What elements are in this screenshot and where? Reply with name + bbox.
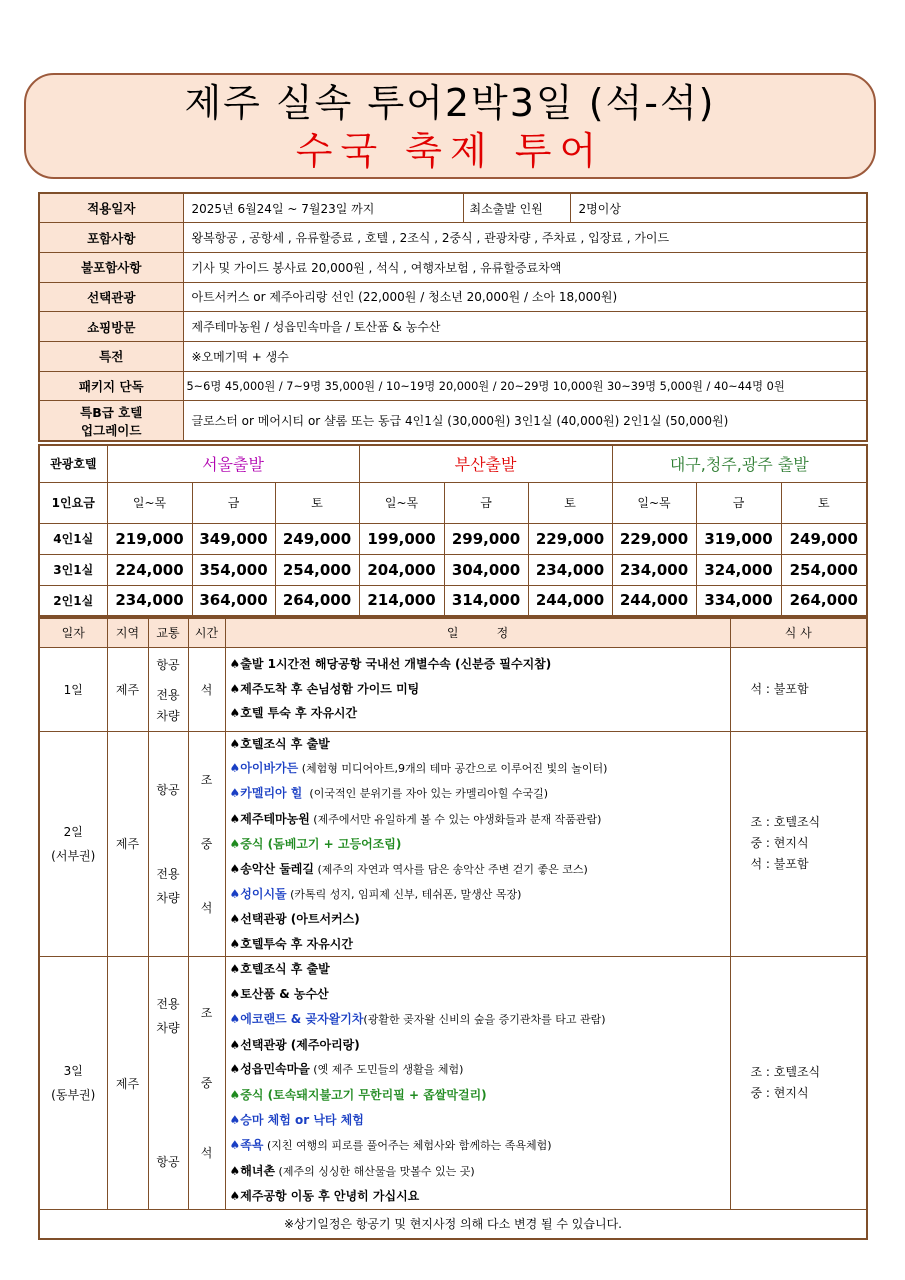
day2-day-label: 2일 [63, 824, 83, 839]
special-value: ※오메기떡 + 생수 [183, 341, 867, 371]
header-itinerary: 일 정 [225, 618, 730, 647]
day-header: 토 [781, 482, 867, 523]
exclude-value: 기사 및 가이드 봉사료 20,000원 , 석식 , 여행자보험 , 유류할증료차액 [183, 252, 867, 282]
day-header: 금 [696, 482, 781, 523]
include-label: 포함사항 [39, 223, 183, 253]
price-cell: 354,000 [192, 554, 275, 585]
price-cell: 234,000 [528, 554, 612, 585]
price-cell: 229,000 [528, 523, 612, 554]
itinerary-item: ♠제주테마농원 (제주에서만 유일하게 볼 수 있는 야생화들과 분재 작품관람) [229, 811, 602, 826]
room-type-label: 4인1실 [39, 523, 107, 554]
price-cell: 264,000 [781, 585, 867, 616]
info-table [38, 192, 868, 442]
itinerary-item: ♠족욕 (지친 여행의 피로를 풀어주는 체험사와 함께하는 족욕체험) [229, 1137, 552, 1152]
min-people-label: 최소출발 인원 [463, 193, 570, 223]
day2-region: 제주 [107, 731, 148, 957]
price-cell: 364,000 [192, 585, 275, 616]
price-cell: 299,000 [444, 523, 528, 554]
day2-meal [730, 731, 867, 957]
header-meal: 식 사 [730, 618, 867, 647]
apply-date-value: 2025년 6월24일 ~ 7월23일 까지 [183, 193, 463, 223]
price-cell: 264,000 [275, 585, 359, 616]
itinerary-item: ♠출발 1시간전 해당공항 국내선 개별수속 (신분증 필수지참) [229, 657, 552, 672]
price-cell: 199,000 [359, 523, 444, 554]
shopping-value: 제주테마농원 / 성읍민속마을 / 토산품 & 농수산 [183, 312, 867, 342]
day3-day-label: 3일 [63, 1064, 83, 1079]
itinerary-item: ♠해녀촌 (제주의 싱싱한 해산물을 맛볼수 있는 곳) [229, 1163, 475, 1178]
per-person-label: 1인요금 [39, 482, 107, 523]
hotel-label: 관광호텔 [39, 445, 107, 482]
price-cell: 244,000 [612, 585, 696, 616]
header-time: 시간 [188, 618, 225, 647]
day-header: 일~목 [612, 482, 696, 523]
header-transport: 교통 [148, 618, 188, 647]
optional-tour-value: 아트서커스 or 제주아리랑 선인 (22,000원 / 청소년 20,000원 / 소아 18,000원) [183, 282, 867, 312]
day3-items [225, 957, 730, 1210]
title-banner [24, 73, 876, 179]
price-cell: 349,000 [192, 523, 275, 554]
min-people-value: 2명이상 [570, 193, 867, 223]
itinerary-item: ♠카멜리아 힐 (이국적인 분위기를 자아 있는 카멜리아힐 수국길) [229, 786, 548, 801]
transport-text: 차량 [156, 709, 180, 723]
price-table [38, 444, 868, 617]
itinerary-item: ♠성읍민속마을 (옛 제주 도민들의 생활을 체험) [229, 1062, 464, 1077]
day1-region: 제주 [107, 647, 148, 731]
day3-meal [730, 957, 867, 1210]
transport-text: 전용 [156, 997, 180, 1012]
time-text: 중 [200, 836, 213, 851]
itinerary-item: ♠성이시돌 (카톡릭 성지, 임피제 신부, 테쉬폰, 말생산 목장) [229, 886, 522, 901]
day-header: 토 [528, 482, 612, 523]
upgrade-label-line1: 특B급 호텔 [80, 404, 143, 420]
itinerary-item: ♠아이바가든 (체험형 미디어아트,9개의 테마 공간으로 이루어진 빛의 놀이터) [229, 760, 608, 775]
shopping-label: 쇼핑방문 [39, 312, 183, 342]
transport-text: 항공 [156, 658, 180, 672]
price-cell: 234,000 [612, 554, 696, 585]
price-cell: 254,000 [275, 554, 359, 585]
day1-transport [148, 647, 188, 731]
day3-region: 제주 [107, 957, 148, 1210]
exclude-label: 불포함사항 [39, 252, 183, 282]
schedule-footer-note: ※상기일정은 항공기 및 현지사정 의해 다소 변경 될 수 있습니다. [39, 1210, 867, 1239]
price-cell: 249,000 [275, 523, 359, 554]
transport-text: 항공 [156, 782, 180, 797]
meal-text: 중 : 현지식 [750, 1086, 809, 1101]
time-text: 조 [200, 772, 213, 787]
transport-text: 차량 [156, 1021, 180, 1036]
time-text: 중 [200, 1076, 213, 1091]
meal-text: 조 : 호텔조식 [750, 815, 821, 830]
price-cell: 214,000 [359, 585, 444, 616]
meal-text: 석 : 불포함 [750, 681, 809, 696]
itinerary-item: ♠호텔조식 후 출발 [229, 962, 330, 977]
price-cell: 304,000 [444, 554, 528, 585]
day-header: 일~목 [107, 482, 192, 523]
include-value: 왕복항공 , 공항세 , 유류할증료 , 호텔 , 2조식 , 2중식 , 관광차량 , 주차료 , 입장료 , 가이드 [183, 223, 867, 253]
transport-text: 전용 [156, 688, 180, 702]
upgrade-value: 글로스터 or 메어시티 or 샬롬 또는 동급 4인1실 (30,000원) 3인1실 (40,000원) 2인1실 (50,000원) [183, 401, 867, 441]
package-value: 5~6명 45,000원 / 7~9명 35,000원 / 10~19명 20,000원 / 20~29명 10,000원 30~39명 5,000원 / 40~44명 0원 [183, 371, 867, 401]
price-cell: 219,000 [107, 523, 192, 554]
time-text: 석 [200, 900, 213, 915]
itinerary-item: ♠중식 (돔베고기 + 고등어조림) [229, 837, 402, 852]
price-cell: 314,000 [444, 585, 528, 616]
itinerary-item: ♠선택관광 (제주아리랑) [229, 1037, 360, 1052]
itinerary-item: ♠에코랜드 & 곶자왈기차(광활한 곶자왈 신비의 숲을 증기관차를 타고 관람) [229, 1011, 606, 1026]
day2-day [39, 731, 107, 957]
optional-tour-label: 선택관광 [39, 282, 183, 312]
itinerary-item: ♠호텔투숙 후 자유시간 [229, 936, 353, 951]
price-cell: 254,000 [781, 554, 867, 585]
page-subtitle: 수국 축제 투어 [295, 129, 605, 173]
itinerary-item: ♠호텔 투숙 후 자유시간 [229, 706, 358, 721]
price-cell: 324,000 [696, 554, 781, 585]
room-type-label: 3인1실 [39, 554, 107, 585]
apply-date-label: 적용일자 [39, 193, 183, 223]
day2-items [225, 731, 730, 957]
meal-text: 조 : 호텔조식 [750, 1065, 821, 1080]
itinerary-item: ♠중식 (토속돼지불고기 무한리필 + 좁쌀막걸리) [229, 1088, 487, 1103]
itinerary-item: ♠제주도착 후 손님성함 가이드 미팅 [229, 681, 420, 696]
day-header: 금 [444, 482, 528, 523]
itinerary-item: ♠승마 체험 or 낙타 체험 [229, 1112, 364, 1127]
day-header: 토 [275, 482, 359, 523]
time-text: 조 [200, 1006, 213, 1021]
upgrade-label [39, 401, 183, 441]
page-title: 제주 실속 투어2박3일 (석-석) [184, 81, 716, 125]
package-label: 패키지 단독 [39, 371, 183, 401]
day3-transport [148, 957, 188, 1210]
day-header: 금 [192, 482, 275, 523]
itinerary-item: ♠선택관광 (아트서커스) [229, 912, 360, 927]
price-cell: 334,000 [696, 585, 781, 616]
region-seoul: 서울출발 [107, 445, 359, 482]
day2-area: (서부권) [51, 848, 96, 863]
day-header: 일~목 [359, 482, 444, 523]
day3-times [188, 957, 225, 1210]
transport-text: 전용 [156, 866, 180, 881]
day3-area: (동부권) [51, 1088, 96, 1103]
day1-time: 석 [188, 647, 225, 731]
price-cell: 229,000 [612, 523, 696, 554]
price-cell: 234,000 [107, 585, 192, 616]
day1-meal [730, 647, 867, 731]
upgrade-label-line2: 업그레이드 [81, 422, 142, 438]
room-type-label: 2인1실 [39, 585, 107, 616]
price-cell: 249,000 [781, 523, 867, 554]
day1-items [225, 647, 730, 731]
itinerary-item: ♠제주공항 이동 후 안녕히 가십시요 [229, 1189, 420, 1204]
region-busan: 부산출발 [359, 445, 612, 482]
price-cell: 224,000 [107, 554, 192, 585]
transport-text: 항공 [156, 1155, 180, 1170]
price-cell: 319,000 [696, 523, 781, 554]
transport-text: 차량 [156, 890, 180, 905]
day2-transport [148, 731, 188, 957]
itinerary-item: ♠호텔조식 후 출발 [229, 736, 330, 751]
time-text: 석 [200, 1146, 213, 1161]
schedule-table [38, 617, 868, 1240]
day3-day [39, 957, 107, 1210]
price-cell: 244,000 [528, 585, 612, 616]
meal-text: 중 : 현지식 [750, 836, 809, 851]
header-day: 일자 [39, 618, 107, 647]
meal-text: 석 : 불포함 [750, 857, 809, 872]
day1-day: 1일 [39, 647, 107, 731]
special-label: 특전 [39, 341, 183, 371]
itinerary-item: ♠토산품 & 농수산 [229, 986, 329, 1001]
region-daegu: 대구,청주,광주 출발 [612, 445, 867, 482]
price-cell: 204,000 [359, 554, 444, 585]
day2-times [188, 731, 225, 957]
itinerary-item: ♠송악산 둘레길 (제주의 자연과 역사를 담은 송악산 주변 걷기 좋은 코스) [229, 861, 588, 876]
header-region: 지역 [107, 618, 148, 647]
